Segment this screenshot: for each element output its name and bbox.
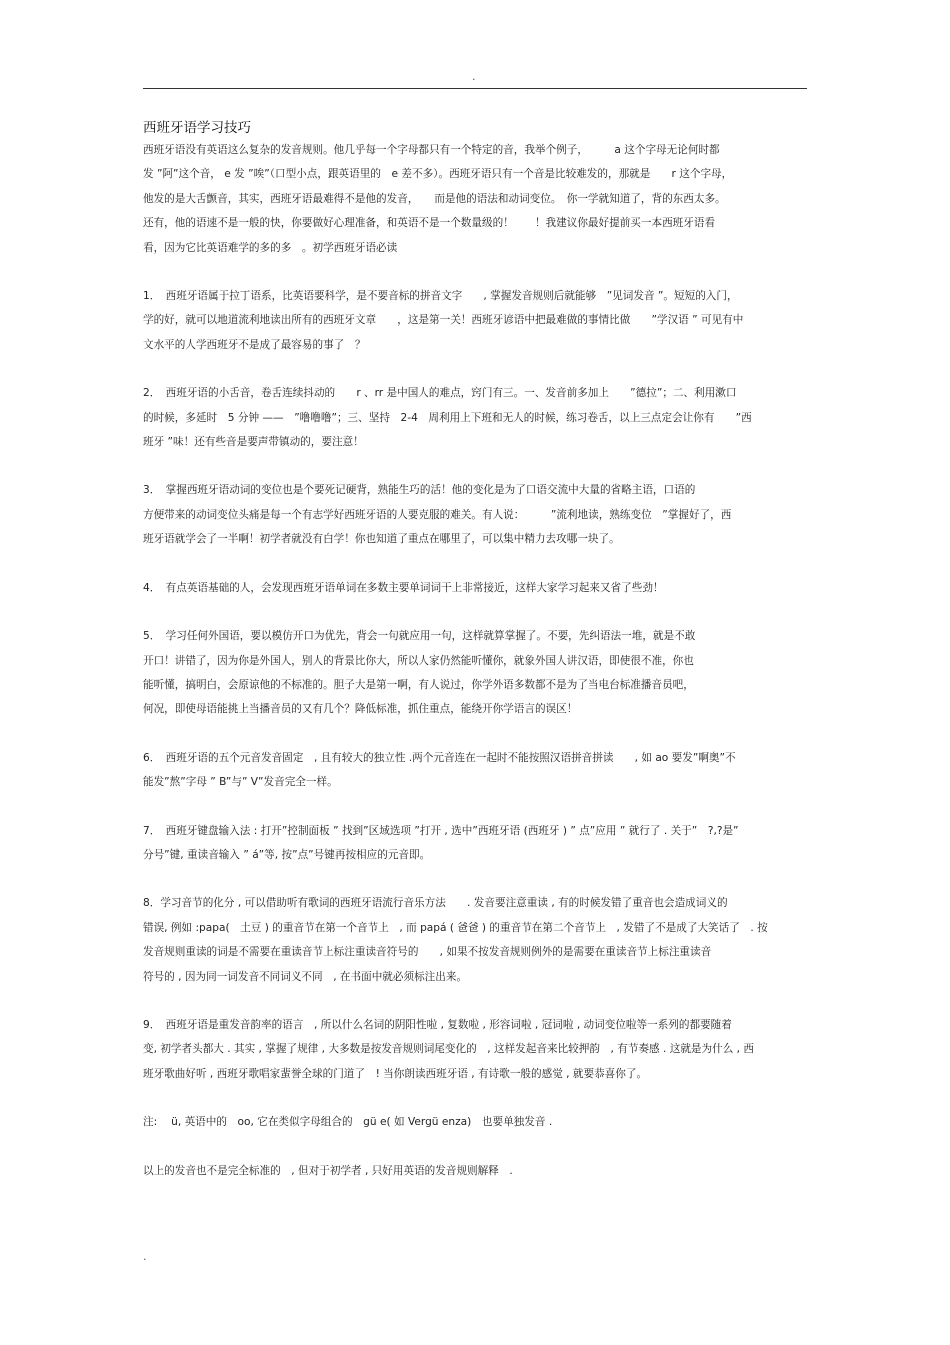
- text-line: 注: ü, 英语中的 oo, 它在类似字母组合的 gü e( 如 Vergü enza) 也要单独发音 .: [143, 1116, 553, 1129]
- section-4: [143, 576, 807, 600]
- text-line: 他发的是大舌颤音，其实，西班牙语最难得不是他的发音， 而是他的语法和动词变位。 你一学就知道了，背的东西太多。: [143, 192, 726, 205]
- text-line: 5． 学习任何外国语，要以模仿开口为优先，背会一句就应用一句，这样就算掌握了。不要，先纠语法一堆，就是不敢: [143, 630, 696, 643]
- text-line: 发 ”阿”这个音， e 发 ”唉”（口型小点，跟英语里的 e 差不多）。西班牙语只有一个音是比较难发的，那就是 r 这个字母，: [143, 168, 733, 181]
- text-line: 6． 西班牙语的五个元音发音固定 , 且有较大的独立性 .两个元音连在一起时不能按照汉语拼音拼读 , 如 ao 要发”啊奥”不: [143, 751, 736, 764]
- header-rule: [143, 88, 807, 89]
- text-line: 符号的 , 因为同一词发音不同词义不同 , 在书面中就必须标注出来。: [143, 970, 468, 983]
- text-line: 班牙歌曲好听 , 西班牙歌唱家蜚誉全球的门道了 ! 当你朗读西班牙语 , 有诗歌一般的感觉 , 就要恭喜你了。: [143, 1067, 648, 1080]
- text-line: 班牙语就学会了一半啊！初学者就没有白学！你也知道了重点在哪里了，可以集中精力去攻哪一块了。: [143, 533, 620, 546]
- text-line: 的时候，多延时 5 分钟 —— ”噜噜噜”；三、坚持 2-4 周利用上下班和无人的时候，练习卷舌，以上三点定会让你有 ”西: [143, 411, 752, 424]
- section-7: [143, 819, 807, 868]
- section-3: [143, 478, 807, 551]
- section-9: [143, 1013, 807, 1086]
- section-8: [143, 891, 807, 989]
- note-paragraph: [143, 1110, 807, 1134]
- text-line: 西班牙语没有英语这么复杂的发音规则。他几乎每一个字母都只有一个特定的音，我举个例子， a 这个字母无论何时都: [143, 144, 720, 156]
- text-line: 开口！讲错了，因为你是外国人，别人的背景比你大，所以人家仍然能听懂你，就象外国人讲汉语，即使很不准，你也: [143, 654, 694, 667]
- text-line: 变, 初学者头都大 . 其实 , 掌握了规律 , 大多数是按发音规则词尾变化的 , 这样发起音来比较押韵 , 有节奏感 . 这就是为什么 , 西: [143, 1043, 754, 1056]
- text-line: 文水平的人学西班牙不是成了最容易的事了 ？: [143, 338, 366, 351]
- text-line: 学的好，就可以地道流利地读出所有的西班牙文章 ，这是第一关！西班牙谚语中把最难做的事情比做 ”学汉语 ” 可见有中: [143, 314, 744, 327]
- section-6: [143, 746, 807, 795]
- text-line: 班牙 ”味！还有些音是要声带镇动的，要注意！: [143, 436, 364, 449]
- text-line: 2． 西班牙语的小舌音，卷舌连续抖动的 r 、rr 是中国人的难点，窍门有三。一、发音前多加上 ”德拉”；二、利用漱口: [143, 387, 737, 400]
- text-line: 看，因为它比英语难学的多的多 。初学西班牙语必读: [143, 241, 398, 254]
- text-line: 能听懂，搞明白，会原谅他的不标准的。胆子大是第一啊，有人说过，你学外语多数都不是为了当电台标准播音员吧，: [143, 678, 694, 691]
- text-line: 方便带来的动词变位头痛是每一个有志学好西班牙语的人要克服的难关。有人说： ”流利地读，熟练变位 ”掌握好了，西: [143, 508, 732, 521]
- closing-paragraph: [143, 1159, 807, 1183]
- text-line: 错误, 例如 :papa( 土豆 ) 的重音节在第一个音节上 , 而 papá ( 爸爸 ) 的重音节在第二个音节上 , 发错了不是成了大笑话了 . 按: [143, 921, 768, 934]
- document-body: [143, 118, 807, 1183]
- text-line: 8．学习音节的化分 , 可以借助听有歌词的西班牙语流行音乐方法 . 发音要注意重读 , 有的时候发错了重音也会造成词义的: [143, 897, 728, 910]
- text-line: 何况，即使母语能挑上当播音员的又有几个？降低标准，抓住重点，能绕开你学语言的误区！: [143, 703, 578, 716]
- text-line: 7． 西班牙键盘输入法 : 打开”控制面板 ” 找到”区域选项 ”打开 , 选中”西班牙语 (西班牙 ) ” 点”应用 ” 就行了 . 关于” ?,?是”: [143, 824, 739, 837]
- section-2: [143, 381, 807, 454]
- text-line: 发音规则重读的词是不需要在重读音节上标注重读音符号的 , 如果不按发音规则例外的是需要在重读音节上标注重读音: [143, 946, 712, 959]
- text-line: 3． 掌握西班牙语动词的变位也是个要死记硬背，熟能生巧的活！他的变化是为了口语交流中大量的省略主语，口语的: [143, 484, 696, 497]
- text-line: 9． 西班牙语是重发音韵率的语言 , 所以什么名词的阴阳性啦 , 复数啦 , 形容词啦 , 冠词啦 , 动词变位啦等一系列的都要随着: [143, 1018, 732, 1031]
- intro-paragraph: [143, 138, 807, 260]
- text-line: 4． 有点英语基础的人，会发现西班牙语单词在多数主要单词词干上非常接近，这样大家学习起来又省了些劲！: [143, 581, 664, 594]
- section-1: [143, 284, 807, 357]
- header-mark: .: [472, 70, 476, 83]
- text-line: 以上的发音也不是完全标准的 , 但对于初学者 , 只好用英语的发音规则解释 .: [143, 1164, 513, 1177]
- text-line: 分号”键, 重读音输入 ” á”等, 按”点”号键再按相应的元音即。: [143, 848, 431, 861]
- footer-mark: .: [143, 1250, 147, 1263]
- text-line: 还有，他的语速不是一般的快，你要做好心理准备，和英语不是一个数量级的！ ！我建议你最好提前买一本西班牙语看: [143, 217, 716, 230]
- text-line: 能发”熬”字母 ” B”与” V”发音完全一样。: [143, 776, 338, 789]
- section-5: [143, 624, 807, 722]
- text-line: 1． 西班牙语属于拉丁语系，比英语要科学，是不要音标的拼音文字 , 掌握发音规则后就能够 ”见词发音 ”。短短的入门，: [143, 290, 738, 303]
- document-title: 西班牙语学习技巧: [143, 120, 251, 136]
